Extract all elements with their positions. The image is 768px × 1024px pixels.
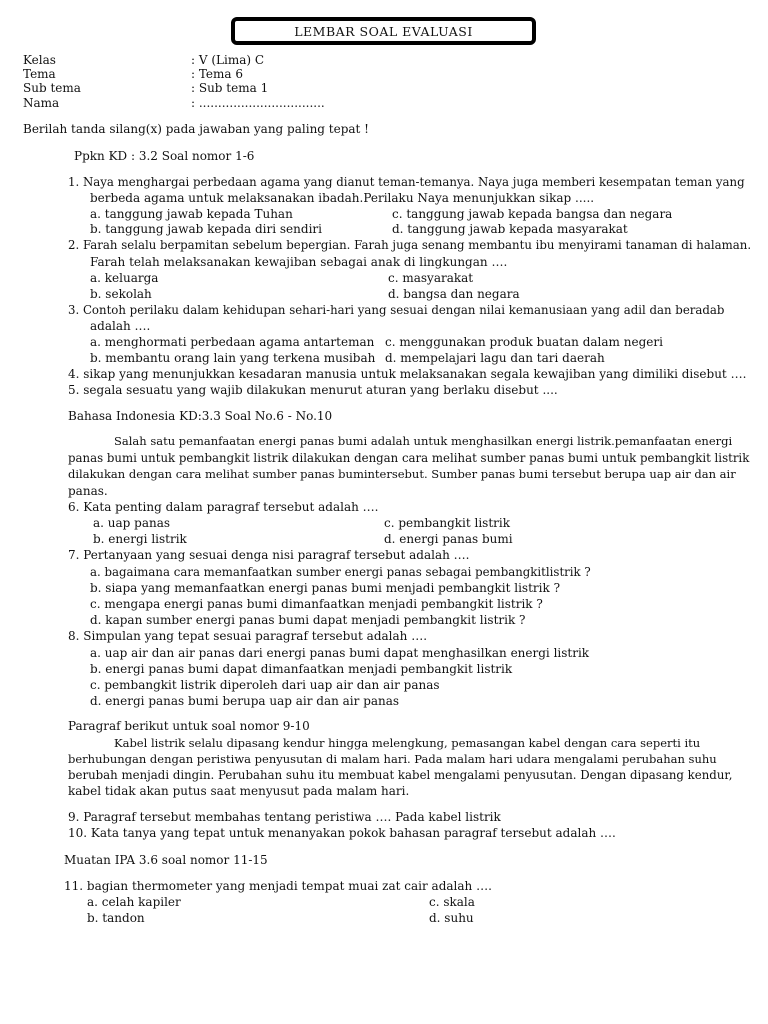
- q8-option-d: d. energi panas bumi berupa uap air dan air panas: [90, 694, 400, 708]
- q7-option-d: d. kapan sumber energi panas bumi dapat menjadi pembangkit listrik ?: [90, 613, 526, 627]
- question-2: 2. Farah selalu berpamitan sebelum bepergian. Farah juga senang membantu ibu menyirami tanaman di halaman.: [68, 238, 752, 252]
- paragraph-1-line-3: dilakukan dengan cara melihat sumber panas bumintersebut. Sumber panas bumi tersebut berupa uap air dan air: [68, 467, 736, 481]
- q11-option-b: b. tandon: [87, 911, 145, 925]
- info-value-subtema: : Sub tema 1: [191, 81, 269, 95]
- info-label-subtema: Sub tema: [23, 81, 81, 95]
- q7-option-c: c. mengapa energi panas bumi dimanfaatkan menjadi pembangkit listrik ?: [90, 597, 543, 611]
- q3-option-b: b. membantu orang lain yang terkena musibah: [90, 351, 376, 365]
- paragraph-2-line-4: kabel tidak akan putus saat menyusut pada malam hari.: [68, 784, 410, 798]
- document-title-box: [231, 17, 536, 45]
- info-value-nama: : .................................: [191, 96, 325, 110]
- paragraph-2-line-1: Kabel listrik selalu dipasang kendur hingga melengkung, pemasangan kabel dengan cara seperti itu: [114, 736, 701, 750]
- question-11: 11. bagian thermometer yang menjadi tempat muai zat cair adalah ….: [64, 879, 492, 893]
- section-heading-paragraf: Paragraf berikut untuk soal nomor 9-10: [68, 719, 310, 733]
- q7-option-b: b. siapa yang memanfaatkan energi panas bumi menjadi pembangkit listrik ?: [90, 581, 561, 595]
- q2-option-d: d. bangsa dan negara: [388, 287, 520, 301]
- q11-option-d: d. suhu: [429, 911, 474, 925]
- section-heading-ipa: Muatan IPA 3.6 soal nomor 11-15: [64, 853, 268, 867]
- q6-option-b: b. energi listrik: [93, 532, 187, 546]
- paragraph-1-line-1: Salah satu pemanfaatan energi panas bumi adalah untuk menghasilkan energi listrik.pemanfaatan energi: [114, 434, 733, 448]
- question-9: 9. Paragraf tersebut membahas tentang peristiwa …. Pada kabel listrik: [68, 810, 501, 824]
- paragraph-2-line-2: berhubungan dengan peristiwa penyusutan di malam hari. Pada malam hari udara mengalami perubahan suhu: [68, 752, 717, 766]
- question-5: 5. segala sesuatu yang wajib dilakukan menurut aturan yang berlaku disebut ....: [68, 383, 558, 397]
- q3-option-a: a. menghormati perbedaan agama antarteman: [90, 335, 375, 349]
- question-4: 4. sikap yang menunjukkan kesadaran manusia untuk melaksanakan segala kewajiban yang dimiliki disebut ….: [68, 367, 747, 381]
- q1-option-a: a. tanggung jawab kepada Tuhan: [90, 207, 293, 221]
- question-7: 7. Pertanyaan yang sesuai denga nisi paragraf tersebut adalah ….: [68, 548, 470, 562]
- question-6: 6. Kata penting dalam paragraf tersebut adalah ….: [68, 500, 379, 514]
- info-value-kelas: : V (Lima) C: [191, 53, 265, 67]
- q8-option-b: b. energi panas bumi dapat dimanfaatkan menjadi pembangkit listrik: [90, 662, 513, 676]
- section-heading-ppkn: Ppkn KD : 3.2 Soal nomor 1-6: [74, 149, 255, 163]
- q2-option-a: a. keluarga: [90, 271, 159, 285]
- q2-option-b: b. sekolah: [90, 287, 152, 301]
- q1-option-d: d. tanggung jawab kepada masyarakat: [392, 222, 628, 236]
- q3-option-c: c. menggunakan produk buatan dalam negeri: [385, 335, 663, 349]
- q6-option-a: a. uap panas: [93, 516, 171, 530]
- info-value-tema: : Tema 6: [191, 67, 244, 81]
- q6-option-c: c. pembangkit listrik: [384, 516, 511, 530]
- instruction-text: Berilah tanda silang(x) pada jawaban yang paling tepat !: [23, 122, 370, 136]
- q7-option-a: a. bagaimana cara memanfaatkan sumber energi panas sebagai pembangkitlistrik ?: [90, 565, 591, 579]
- q8-option-a: a. uap air dan air panas dari energi panas bumi dapat menghasilkan energi listrik: [90, 646, 590, 660]
- q3-option-d: d. mempelajari lagu dan tari daerah: [385, 351, 605, 365]
- question-1: 1. Naya menghargai perbedaan agama yang dianut teman-temanya. Naya juga memberi kesempatan teman yang: [68, 175, 745, 189]
- question-8: 8. Simpulan yang tepat sesuai paragraf tersebut adalah ….: [68, 629, 428, 643]
- question-1-cont: berbeda agama untuk melaksanakan ibadah.Perilaku Naya menunjukkan sikap .....: [90, 191, 595, 205]
- document-title: LEMBAR SOAL EVALUASI: [294, 23, 473, 39]
- q1-option-b: b. tanggung jawab kepada diri sendiri: [90, 222, 322, 236]
- info-label-nama: Nama: [23, 96, 60, 110]
- q6-option-d: d. energi panas bumi: [384, 532, 513, 546]
- question-3-cont: adalah ….: [90, 319, 151, 333]
- question-3: 3. Contoh perilaku dalam kehidupan sehari-hari yang sesuai dengan nilai kemanusiaan yang adil dan beradab: [68, 303, 725, 317]
- q8-option-c: c. pembangkit listrik diperoleh dari uap air dan air panas: [90, 678, 440, 692]
- q11-option-c: c. skala: [429, 895, 475, 909]
- paragraph-1-line-4: panas.: [68, 484, 108, 498]
- q1-option-c: c. tanggung jawab kepada bangsa dan negara: [392, 207, 673, 221]
- q2-option-c: c. masyarakat: [388, 271, 474, 285]
- info-label-kelas: Kelas: [23, 53, 56, 67]
- q11-option-a: a. celah kapiler: [87, 895, 181, 909]
- section-heading-bahasa: Bahasa Indonesia KD:3.3 Soal No.6 - No.10: [68, 409, 333, 423]
- info-label-tema: Tema: [23, 67, 56, 81]
- paragraph-1-line-2: panas bumi untuk pembangkit listrik dilakukan dengan cara melihat sumber panas bumi untuk pembangkit listrik: [68, 451, 750, 465]
- paragraph-2-line-3: berubah menjadi dingin. Perubahan suhu itu membuat kabel mengalami penyusutan. Dengan dipasang kendur,: [68, 768, 733, 782]
- question-2-cont: Farah telah melaksanakan kewajiban sebagai anak di lingkungan ….: [90, 255, 508, 269]
- question-10: 10. Kata tanya yang tepat untuk menanyakan pokok bahasan paragraf tersebut adalah ….: [68, 826, 616, 840]
